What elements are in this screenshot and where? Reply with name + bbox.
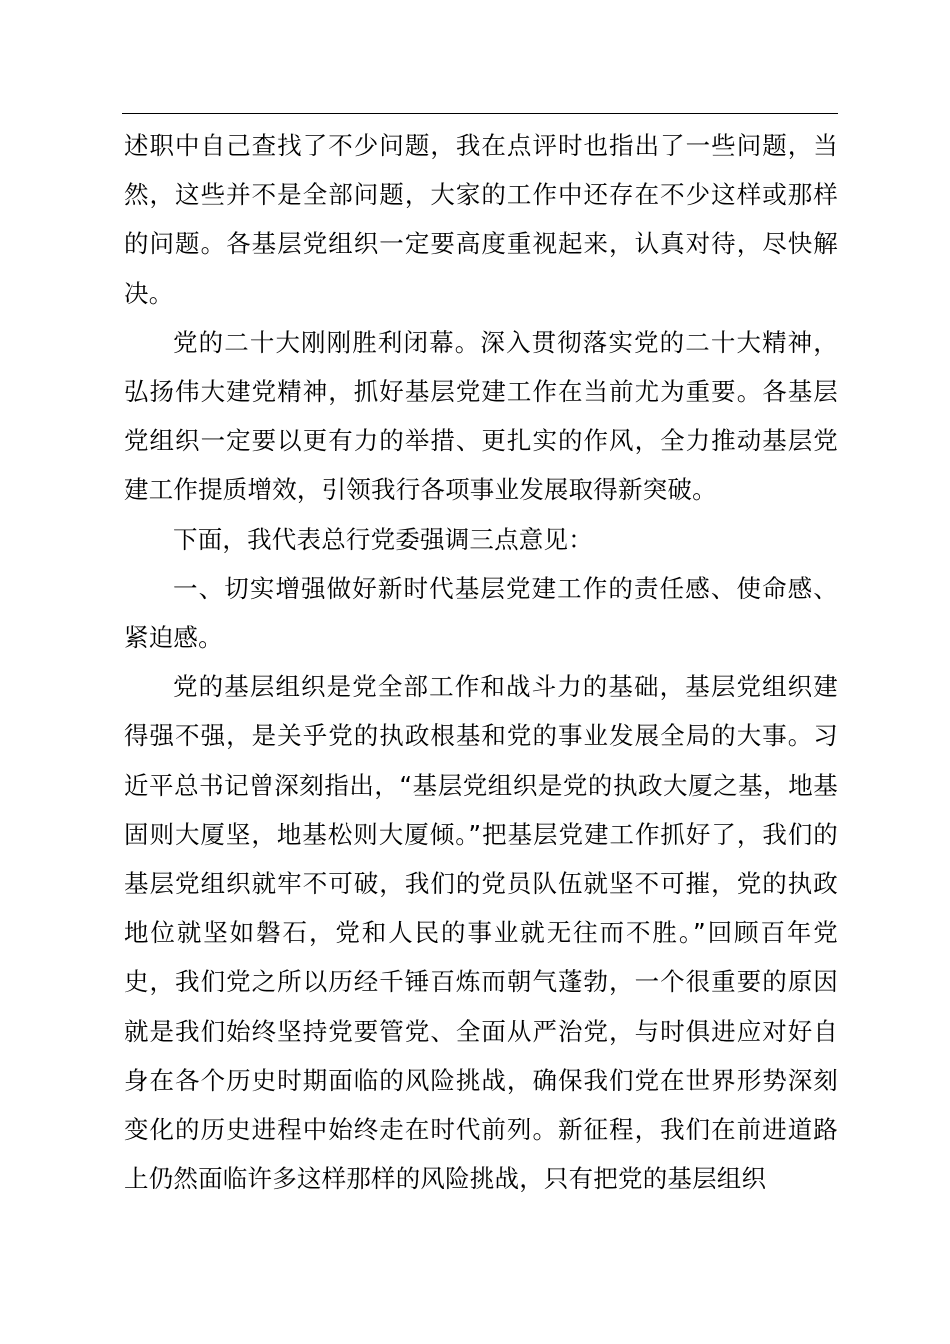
section-heading-1: 一、切实增强做好新时代基层党建工作的责任感、使命感、紧迫感。 [124, 573, 838, 653]
paragraph-3: 下面，我代表总行党委强调三点意见： [173, 524, 593, 554]
header-rule [122, 113, 838, 114]
paragraph-2: 党的二十大刚刚胜利闭幕。深入贯彻落实党的二十大精神，弘扬伟大建党精神，抓好基层党建工作在当前尤为重要。各基层党组织一定要以更有力的举措、更扎实的作风，全力推动基层党建工作提质增效，引领我行各项事业发展取得新突破。 [124, 327, 838, 505]
paragraph-1: 述职中自己查找了不少问题，我在点评时也指出了一些问题，当然，这些并不是全部问题，大家的工作中还存在不少这样或那样的问题。各基层党组织一定要高度重视起来，认真对待，尽快解决。 [124, 131, 838, 308]
paragraph-4: 党的基层组织是党全部工作和战斗力的基础，基层党组织建得强不强，是关乎党的执政根基和党的事业发展全局的大事。习近平总书记曾深刻指出，“基层党组织是党的执政大厦之基，地基固则大厦坚，地基松则大厦倾。”把基层党建工作抓好了，我们的基层党组织就牢不可破，我们的党员队伍就坚不可摧，党的执政地位就坚如磐石，党和人民的事业就无往而不胜。”回顾百年党史，我们党之所以历经千锤百炼而朝气蓬勃，一个很重要的原因就是我们始终坚持党要管党、全面从严治党，与时俱进应对好自身在各个历史时期面临的风险挑战，确保我们党在世界形势深刻变化的历史进程中始终走在时代前列。新征程，我们在前进道路上仍然面临许多这样那样的风险挑战，只有把党的基层组织 [124, 672, 838, 1194]
document-body [124, 121, 838, 1203]
